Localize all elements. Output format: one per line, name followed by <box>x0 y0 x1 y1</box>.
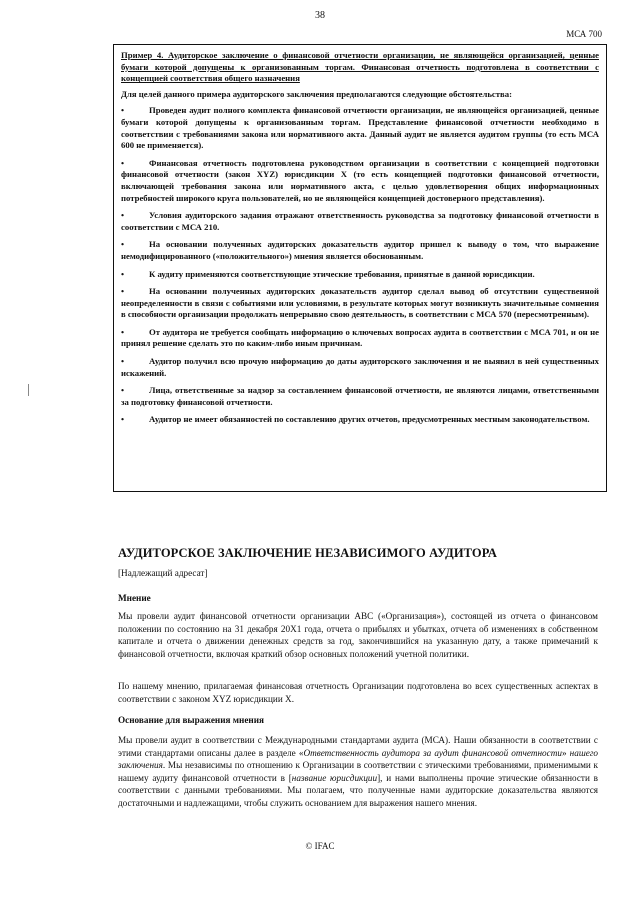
bullet-icon: • <box>121 268 125 279</box>
bullet-text: К аудиту применяются соответствующие этические требования, принятые в данной юрисдикции. <box>149 268 535 279</box>
bullet-item <box>121 414 599 426</box>
basis-emphasis-1: Ответственность аудитора за аудит финансовой отчетности <box>303 747 562 758</box>
bullet-text: Финансовая отчетность подготовлена руководством организации в соответствии с концепцией подготовки финансовой отчетности (закон XYZ) юрисдикции X (то есть концепцией подготовки финансовой отчетности, включающей требования закона или нормативного акта, с целью удовлетворения общих информационных потребностей широкого круга пользователей, но не являющейся концепцией достоверного представления). <box>121 157 599 203</box>
basis-text-d: ], и нами выполнены прочие этические обязанности в соответствии с данными требованиями. Мы полагаем, что полученные нами аудиторские доказательства являются достаточными и надлежащими, чтобы служить основанием для выражения нашего мнения. <box>118 772 598 808</box>
margin-mark <box>28 384 29 396</box>
example-box <box>113 44 607 492</box>
opinion-paragraph-2: По нашему мнению, прилагаемая финансовая отчетность Организации подготовлена во всех существенных аспектах в соответствии с законом XYZ юрисдикции X. <box>118 681 598 704</box>
bullet-text: От аудитора не требуется сообщать информацию о ключевых вопросах аудита в соответствии с МСА 701, и он не принял решение сделать это по каким-либо иным причинам. <box>121 326 599 349</box>
bullet-icon: • <box>121 326 125 337</box>
standard-code: МСА 700 <box>566 29 602 39</box>
basis-emphasis-3: название юрисдикции <box>291 772 378 783</box>
bullet-item <box>121 356 599 379</box>
opinion-paragraph-1: Мы провели аудит финансовой отчетности организации ABC («Организация»), состоящей из отчета о финансовом положении по состоянию на 31 декабря 20X1 года, отчета о прибылях и убытках, отчета об изменениях в собственном капитале и отчета о движении денежных средств за год, закончившийся на указанную дату, а также примечаний к финансовой отчетности, включая краткий обзор основных положений учетной политики. <box>118 611 598 659</box>
bullet-item <box>121 239 599 262</box>
bullet-icon: • <box>121 286 125 297</box>
addressee: [Надлежащий адресат] <box>118 568 208 578</box>
bullet-icon: • <box>121 356 125 367</box>
bullet-text: Лица, ответственные за надзор за составлением финансовой отчетности, не являются лицами, ответственными за подготовку финансовой отчетности. <box>121 385 599 407</box>
footer-copyright: © IFAC <box>305 841 335 851</box>
bullet-icon: • <box>121 157 125 168</box>
page-number: 38 <box>315 10 325 21</box>
report-heading: АУДИТОРСКОЕ ЗАКЛЮЧЕНИЕ НЕЗАВИСИМОГО АУДИТОРА <box>118 546 498 560</box>
basis-text-b: » <box>561 747 570 758</box>
basis-text-a: Мы провели аудит в соответствии с Международными стандартами аудита (МСА). Наши обязанности в соответствии с этими стандартами описаны далее в разделе « <box>118 735 598 758</box>
basis-text-c: . Мы независимы по отношению к Организации в соответствии с этическими требованиями, применимыми к нашему аудиту финансовой отчетности в [ <box>118 760 598 783</box>
bullet-item <box>121 210 599 233</box>
bullet-icon: • <box>121 239 125 250</box>
example-intro: Для целей данного примера аудиторского заключения предполагаются следующие обстоятельства: <box>121 88 512 99</box>
bullet-text: На основании полученных аудиторских доказательств аудитор сделал вывод об отсутствии существенной неопределенности в связи с событиями или условиями, в результате которых могут возникнуть значительные сомнения в способности организации продолжать непрерывно свою деятельность, в соответствии с МСА 570 (пересмотренным). <box>121 286 599 320</box>
bullet-icon: • <box>121 105 125 116</box>
bullet-item <box>121 269 599 281</box>
bullet-icon: • <box>121 210 125 221</box>
bullet-item <box>121 105 599 151</box>
bullet-text: Проведен аудит полного комплекта финансовой отчетности организации, не являющейся организацией, ценные бумаги которой допущены к организованным торгам. Представление финансовой отчетности необходимо в соответствии с требованиями закона или нормативного акта. Данный аудит не является аудитом группы (то есть МСА 600 не применяется). <box>121 105 599 151</box>
bullet-list <box>121 105 599 426</box>
bullet-item <box>121 385 599 408</box>
bullet-icon: • <box>121 414 125 425</box>
example-title: Пример 4. Аудиторское заключение о финансовой отчетности организации, не являющейся организацией, ценные бумаги которой допущены к организованным торгам. Финансовая отчетность подготовлена в соответствии с концепцией соответствия общего назначения <box>121 50 599 84</box>
bullet-item <box>121 158 599 204</box>
bullet-item <box>121 286 599 321</box>
basis-emphasis-2: нашего заключения <box>118 747 599 771</box>
bullet-item <box>121 327 599 350</box>
bullet-icon: • <box>121 385 125 396</box>
bullet-text: Условия аудиторского задания отражают ответственность руководства за подготовку финансовой отчетности в соответствии с МСА 210. <box>121 210 599 232</box>
basis-heading: Основание для выражения мнения <box>118 715 264 725</box>
bullet-text: Аудитор получил всю прочую информацию до даты аудиторского заключения и не выявил в ней существенных искажений. <box>121 356 599 378</box>
basis-paragraph <box>118 734 598 810</box>
bullet-text: На основании полученных аудиторских доказательств аудитор пришел к выводу о том, что выражение немодифицированного («положительного») мнения является обоснованным. <box>121 239 599 261</box>
opinion-heading: Мнение <box>118 593 151 603</box>
bullet-text: Аудитор не имеет обязанностей по составлению других отчетов, предусмотренных местным законодательством. <box>149 414 590 425</box>
